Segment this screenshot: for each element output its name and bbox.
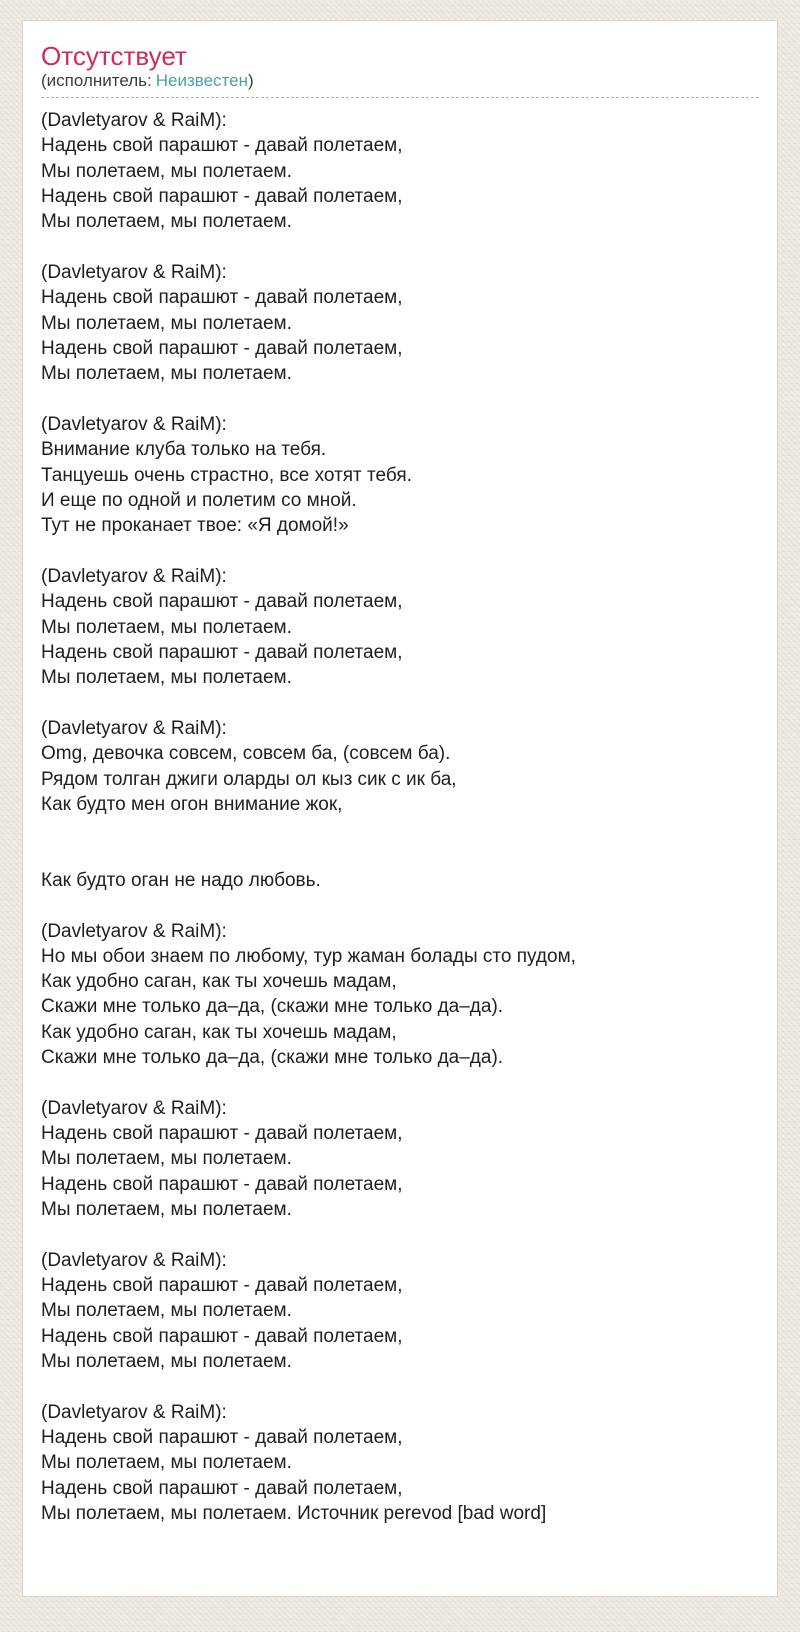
stanza [41, 1096, 759, 1223]
lyric-line: Надень свой парашют - давай полетаем, [41, 1123, 403, 1145]
lyric-line: (Davletyarov & RaiM): [41, 565, 227, 587]
lyric-line: Надень свой парашют - давай полетаем, [41, 1275, 403, 1297]
lyric-line: (Davletyarov & RaiM): [41, 1401, 227, 1423]
lyric-line: Как удобно саган, как ты хочешь мадам, [41, 971, 397, 993]
stanza [41, 108, 759, 235]
lyric-line: (Davletyarov & RaiM): [41, 110, 227, 131]
lyric-line: Как удобно саган, как ты хочешь мадам, [41, 1021, 397, 1043]
lyric-line: (Davletyarov & RaiM): [41, 413, 227, 435]
lyrics-card [22, 20, 778, 1597]
lyric-line: (Davletyarov & RaiM): [41, 1097, 227, 1119]
lyric-line: Мы полетаем, мы полетаем. [41, 616, 292, 638]
lyric-line: (Davletyarov & RaiM): [41, 1249, 227, 1271]
stanza [41, 716, 759, 893]
lyric-line: Рядом толган джиги оларды ол кыз сик с ик ба, [41, 768, 457, 790]
lyric-line: Мы полетаем, мы полетаем. [41, 1199, 292, 1221]
stanza [41, 1248, 759, 1375]
lyric-line: И еще по одной и полетим со мной. [41, 489, 357, 511]
song-title: Отсутствует [41, 41, 187, 71]
lyric-line: Мы полетаем, мы полетаем. [41, 211, 292, 233]
lyric-line: Мы полетаем, мы полетаем. [41, 312, 292, 334]
stanza [41, 1400, 759, 1527]
lyric-line: Надень свой парашют - давай полетаем, [41, 287, 403, 309]
lyric-line: Мы полетаем, мы полетаем. Источник perevod [bad word] [41, 1503, 547, 1525]
lyric-line: Надень свой парашют - давай полетаем, [41, 337, 403, 359]
lyric-line: (Davletyarov & RaiM): [41, 717, 227, 739]
lyric-line: Тут не проканает твое: «Я домой!» [41, 515, 349, 537]
lyric-line: Мы полетаем, мы полетаем. [41, 1452, 292, 1474]
lyric-line: Но мы обои знаем по любому, тур жаман болады сто пудом, [41, 945, 576, 967]
lyric-line: Надень свой парашют - давай полетаем, [41, 1325, 403, 1347]
stanza [41, 412, 759, 539]
lyric-line: Скажи мне только да–да, (скажи мне только да–да). [41, 1047, 504, 1069]
artist-label-open: (исполнитель: [41, 71, 152, 90]
lyric-line: Надень свой парашют - давай полетаем, [41, 185, 403, 207]
lyric-line: Как будто оган не надо любовь. [41, 869, 321, 891]
lyric-line: Надень свой парашют - давай полетаем, [41, 641, 403, 663]
lyric-line: Мы полетаем, мы полетаем. [41, 667, 292, 689]
lyric-line: Скажи мне только да–да, (скажи мне только да–да). [41, 996, 504, 1018]
lyric-line: Мы полетаем, мы полетаем. [41, 1148, 292, 1170]
lyric-line: (Davletyarov & RaiM): [41, 261, 227, 283]
lyric-line: Мы полетаем, мы полетаем. [41, 363, 292, 385]
lyric-line: Omg, девочка совсем, совсем ба, (совсем ба). [41, 743, 451, 765]
lyric-line: Мы полетаем, мы полетаем. [41, 160, 292, 182]
lyric-line: Мы полетаем, мы полетаем. [41, 1300, 292, 1322]
lyric-line: Надень свой парашют - давай полетаем, [41, 1477, 403, 1499]
lyric-blank-line [41, 817, 759, 842]
lyric-line: Как будто мен огон внимание жок, [41, 793, 343, 815]
lyric-line: (Davletyarov & RaiM): [41, 920, 227, 942]
stanza [41, 919, 759, 1071]
lyric-line: Внимание клуба только на тебя. [41, 439, 327, 461]
artist-label-close: ) [248, 71, 254, 90]
lyric-line: Надень свой парашют - давай полетаем, [41, 135, 403, 157]
lyric-line: Надень свой парашют - давай полетаем, [41, 591, 403, 613]
artist-link[interactable]: Неизвестен [155, 71, 248, 90]
stanza [41, 260, 759, 387]
lyrics-text [41, 108, 759, 1526]
lyric-line: Надень свой парашют - давай полетаем, [41, 1427, 403, 1449]
lyric-line: Мы полетаем, мы полетаем. [41, 1351, 292, 1373]
lyric-line: Надень свой парашют - давай полетаем, [41, 1173, 403, 1195]
artist-line [41, 71, 759, 98]
lyric-line: Танцуешь очень страстно, все хотят тебя. [41, 464, 412, 486]
stanza [41, 564, 759, 691]
lyric-blank-line [41, 843, 759, 868]
